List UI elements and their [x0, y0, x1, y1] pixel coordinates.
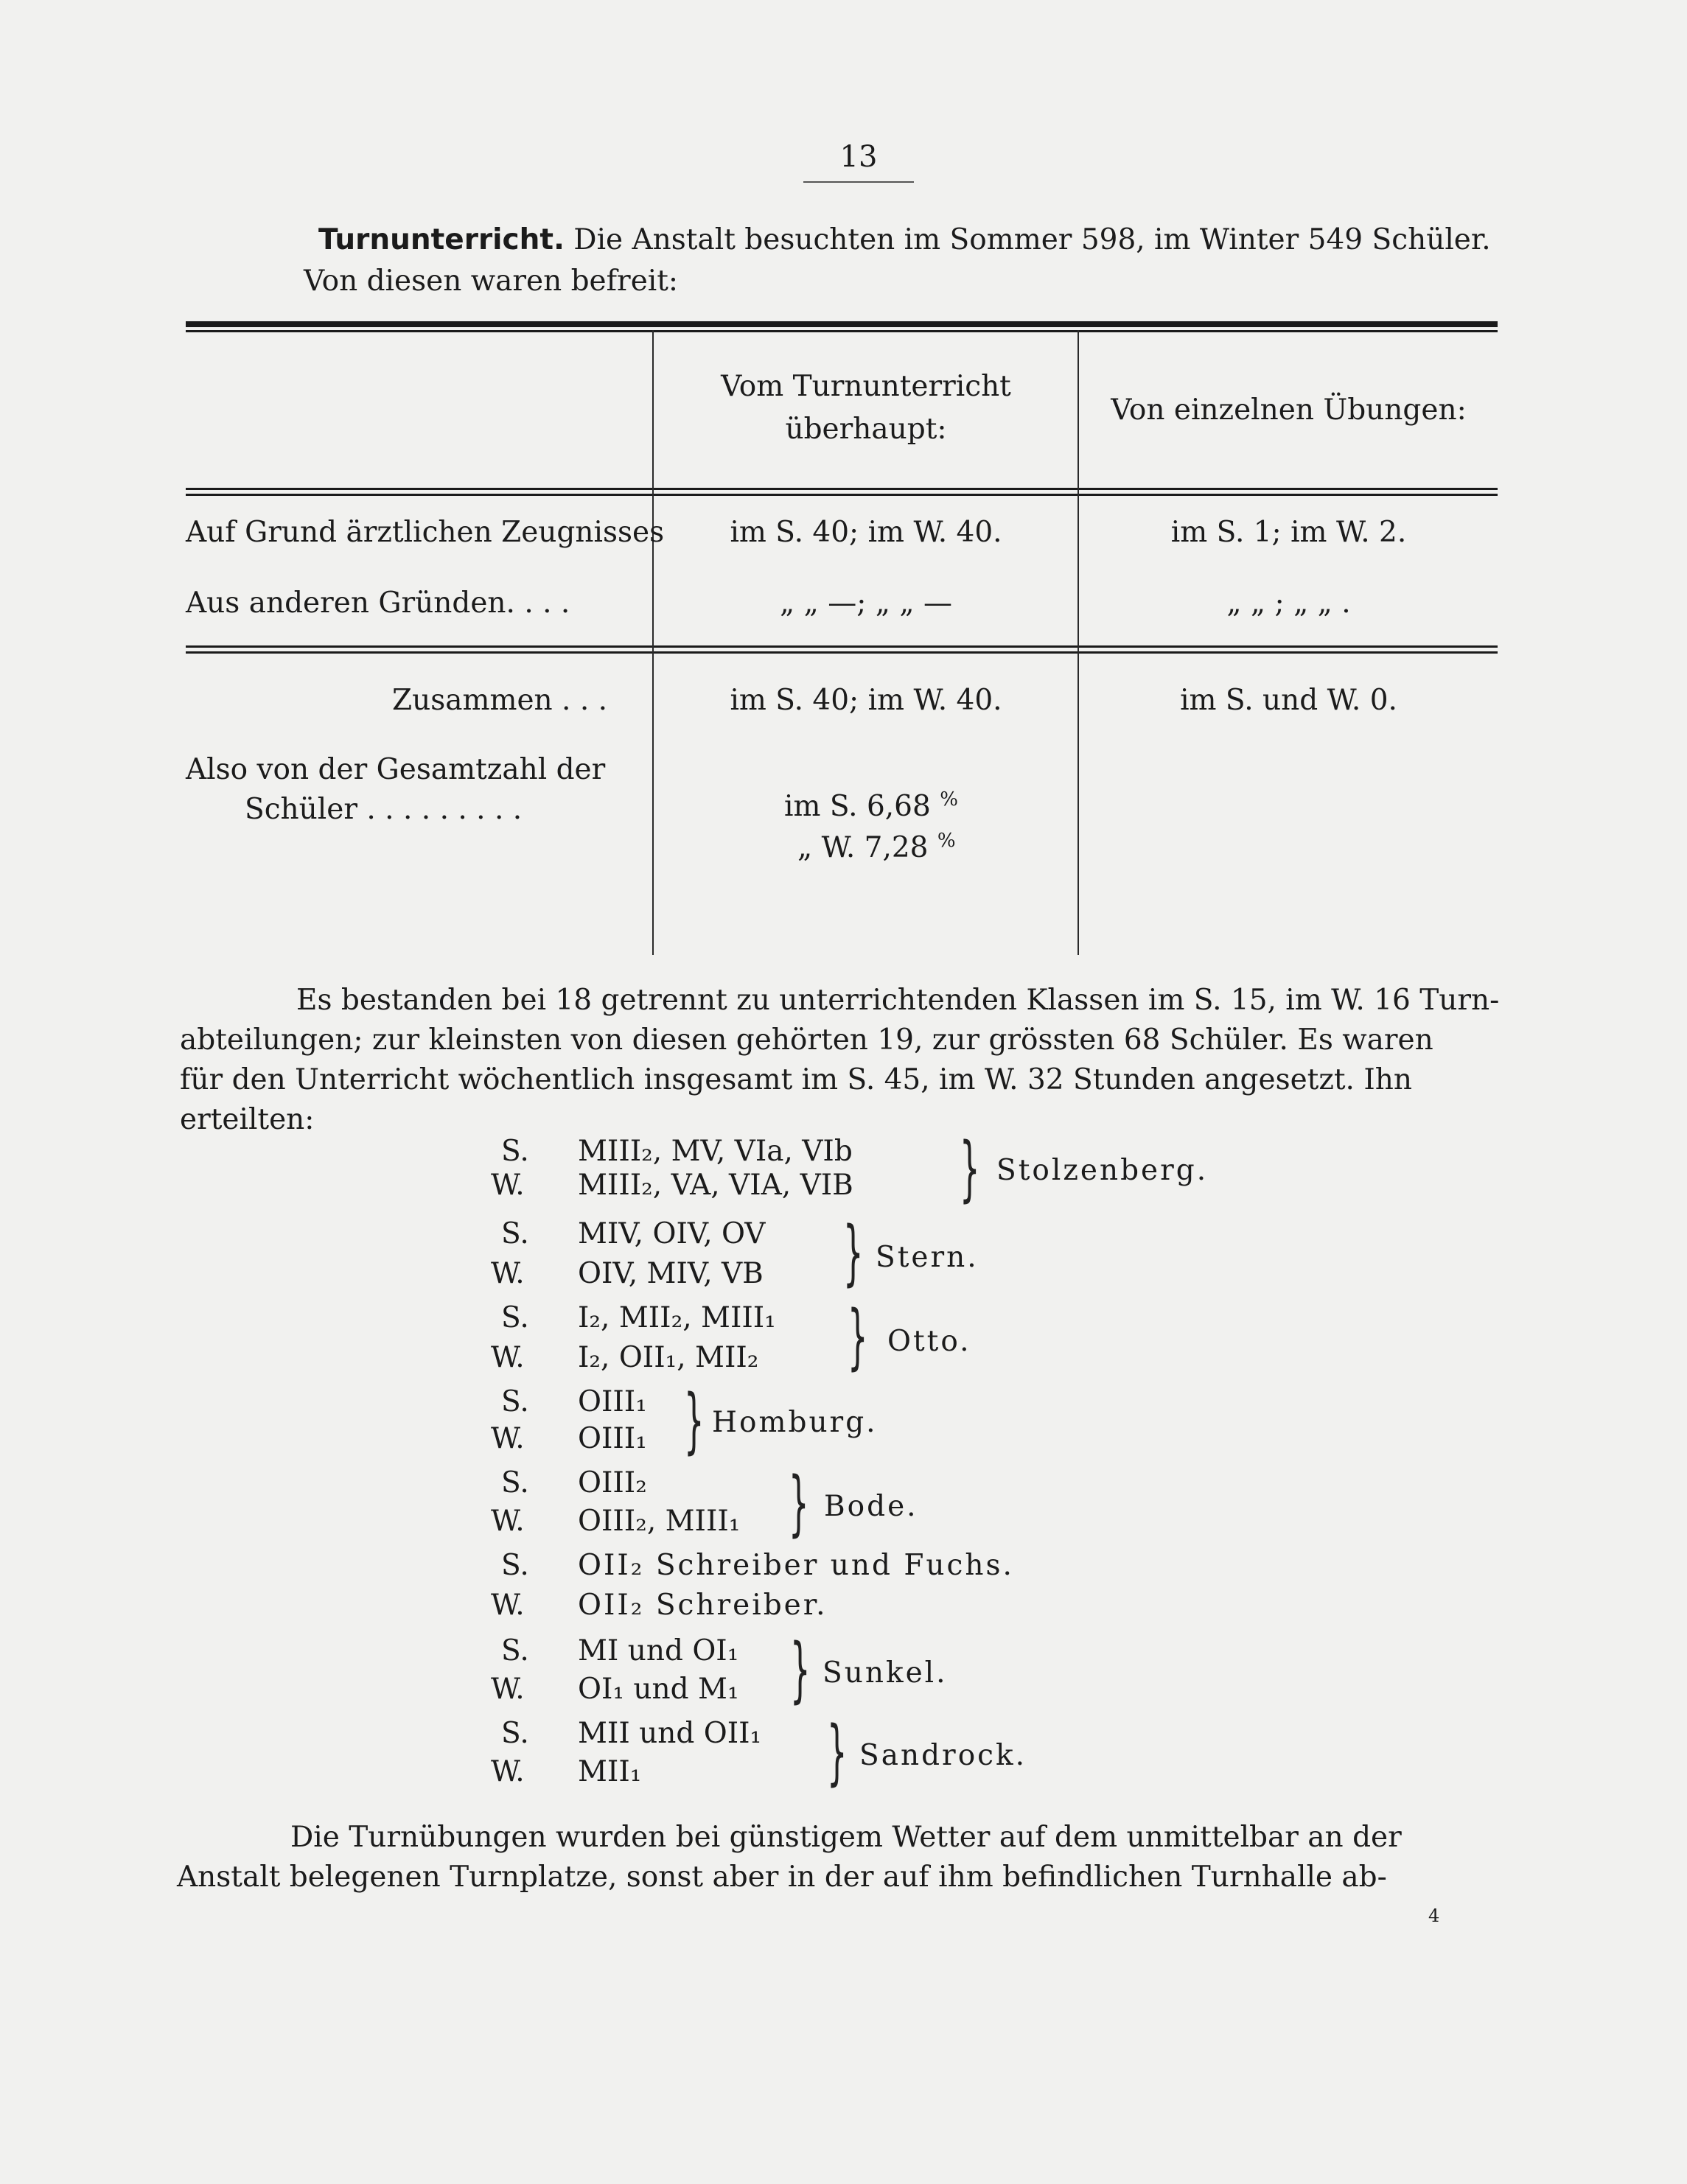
sched-5-w-label: W.: [491, 1505, 525, 1538]
body-line-1: Es bestanden bei 18 getrennt zu unterrichtenden Klassen im S. 15, im W. 16 Turn-: [296, 984, 1500, 1017]
intro-line-1: [318, 220, 1491, 261]
sched-1-s-classes: MIII₂, MV, VIa, VIb: [578, 1135, 853, 1168]
table-top-rule: [186, 321, 1498, 327]
teacher-4: Homburg.: [712, 1406, 878, 1439]
table-sum-rule: [186, 645, 1498, 648]
teacher-7: Sunkel.: [822, 1656, 948, 1690]
sched-5-s-classes: OIII₂: [578, 1466, 647, 1499]
sched-7-s-label: S.: [501, 1634, 529, 1667]
row1-col2: im S. 40; im W. 40.: [730, 516, 1002, 549]
sched-7-s-classes: MI und OI₁: [578, 1634, 739, 1667]
sched-3-s-classes: I₂, MII₂, MIII₁: [578, 1301, 776, 1334]
sched-1-w-label: W.: [491, 1169, 525, 1202]
teacher-1: Stolzenberg.: [996, 1154, 1209, 1187]
col3-header: Von einzelnen Übungen:: [1111, 393, 1467, 427]
col2-header-line2: überhaupt:: [785, 413, 947, 446]
row3-label: Zusammen . . .: [392, 684, 608, 717]
page-number: 13: [839, 140, 878, 174]
sched-4-s-classes: OIII₁: [578, 1385, 647, 1418]
body-line-2: abteilungen; zur kleinsten von diesen gehörten 19, zur grössten 68 Schüler. Es waren: [180, 1023, 1433, 1057]
table-col-divider-2: [1077, 330, 1079, 955]
table-top-rule-thin: [186, 330, 1498, 332]
sched-4-w-label: W.: [491, 1422, 525, 1455]
table-header-rule-2: [186, 494, 1498, 496]
sched-2-w-classes: OIV, MIV, VB: [578, 1257, 764, 1290]
sched-7-w-classes: OI₁ und M₁: [578, 1673, 739, 1706]
sched-1-w-classes: MIII₂, VA, VIA, VIB: [578, 1169, 853, 1202]
teacher-8: Sandrock.: [859, 1739, 1027, 1772]
sched-3-w-classes: I₂, OII₁, MII₂: [578, 1341, 759, 1374]
body-line-4: erteilten:: [180, 1103, 315, 1136]
brace-1: }: [960, 1127, 980, 1210]
sched-8-w-classes: MII₁: [578, 1755, 642, 1788]
sched-6-s-classes: OII₂ Schreiber und Fuchs.: [578, 1549, 1014, 1582]
table-col-divider-1: [652, 330, 654, 955]
row1-label: Auf Grund ärztlichen Zeugnisses: [186, 516, 665, 549]
sched-4-s-label: S.: [501, 1385, 529, 1418]
sched-7-w-label: W.: [491, 1673, 525, 1706]
row4-col2-line1: im S. 6,68 %: [784, 788, 958, 823]
signature-mark: 4: [1428, 1905, 1440, 1926]
sched-1-s-label: S.: [501, 1135, 529, 1168]
row2-col2: „ „ —; „ „ —: [780, 587, 952, 620]
row1-col3: im S. 1; im W. 2.: [1170, 516, 1407, 549]
body-line-3: für den Unterricht wöchentlich insgesamt im S. 45, im W. 32 Stunden angesetzt. Ihn: [180, 1063, 1412, 1096]
intro-text: Die Anstalt besuchten im Sommer 598, im Winter 549 Schüler.: [573, 223, 1491, 256]
sched-4-w-classes: OIII₁: [578, 1422, 647, 1455]
sched-2-s-label: S.: [501, 1217, 529, 1250]
sched-5-w-classes: OIII₂, MIII₁: [578, 1505, 741, 1538]
page-number-rule: [803, 181, 914, 183]
percent-sign-2: %: [937, 830, 956, 852]
closing-line-1: Die Turnübungen wurden bei günstigem Wetter auf dem unmittelbar an der: [290, 1821, 1402, 1854]
brace-4: }: [684, 1379, 705, 1462]
brace-5: }: [789, 1462, 809, 1544]
sched-8-s-classes: MII und OII₁: [578, 1717, 762, 1750]
brace-7: }: [790, 1628, 811, 1711]
table-header-rule: [186, 488, 1498, 490]
closing-line-2: Anstalt belegenen Turnplatze, sonst aber in der auf ihm befindlichen Turnhalle ab-: [177, 1861, 1387, 1894]
sched-5-s-label: S.: [501, 1466, 529, 1499]
sched-6-w-classes: OII₂ Schreiber.: [578, 1589, 828, 1622]
row4-col2-line2: „ W. 7,28 %: [797, 830, 956, 864]
brace-3: }: [848, 1295, 868, 1378]
row3-col2: im S. 40; im W. 40.: [730, 684, 1002, 717]
teacher-5: Bode.: [824, 1490, 918, 1523]
sched-3-s-label: S.: [501, 1301, 529, 1334]
sched-2-w-label: W.: [491, 1257, 525, 1290]
table-sum-rule-2: [186, 651, 1498, 654]
row2-col3: „ „ ; „ „ .: [1226, 587, 1351, 620]
teacher-3: Otto.: [887, 1325, 971, 1358]
sched-6-s-label: S.: [501, 1549, 529, 1582]
row2-label: Aus anderen Gründen. . . .: [186, 587, 570, 620]
teacher-2: Stern.: [876, 1241, 979, 1274]
brace-2: }: [843, 1211, 864, 1294]
row4-label-line1: Also von der Gesamtzahl der: [186, 753, 606, 786]
percent-sign-1: %: [940, 788, 958, 811]
sched-2-s-classes: MIV, OIV, OV: [578, 1217, 766, 1250]
brace-8: }: [827, 1711, 848, 1793]
sched-8-w-label: W.: [491, 1755, 525, 1788]
intro-line-2: Von diesen waren befreit:: [304, 265, 679, 298]
sched-6-w-label: W.: [491, 1589, 525, 1622]
row4-label-line2: Schüler . . . . . . . . .: [245, 793, 523, 826]
sched-8-s-label: S.: [501, 1717, 529, 1750]
section-heading: Turnunterricht.: [318, 223, 565, 256]
sched-3-w-label: W.: [491, 1341, 525, 1374]
col2-header-line1: Vom Turnunterricht: [721, 370, 1011, 403]
row3-col3: im S. und W. 0.: [1180, 684, 1397, 717]
